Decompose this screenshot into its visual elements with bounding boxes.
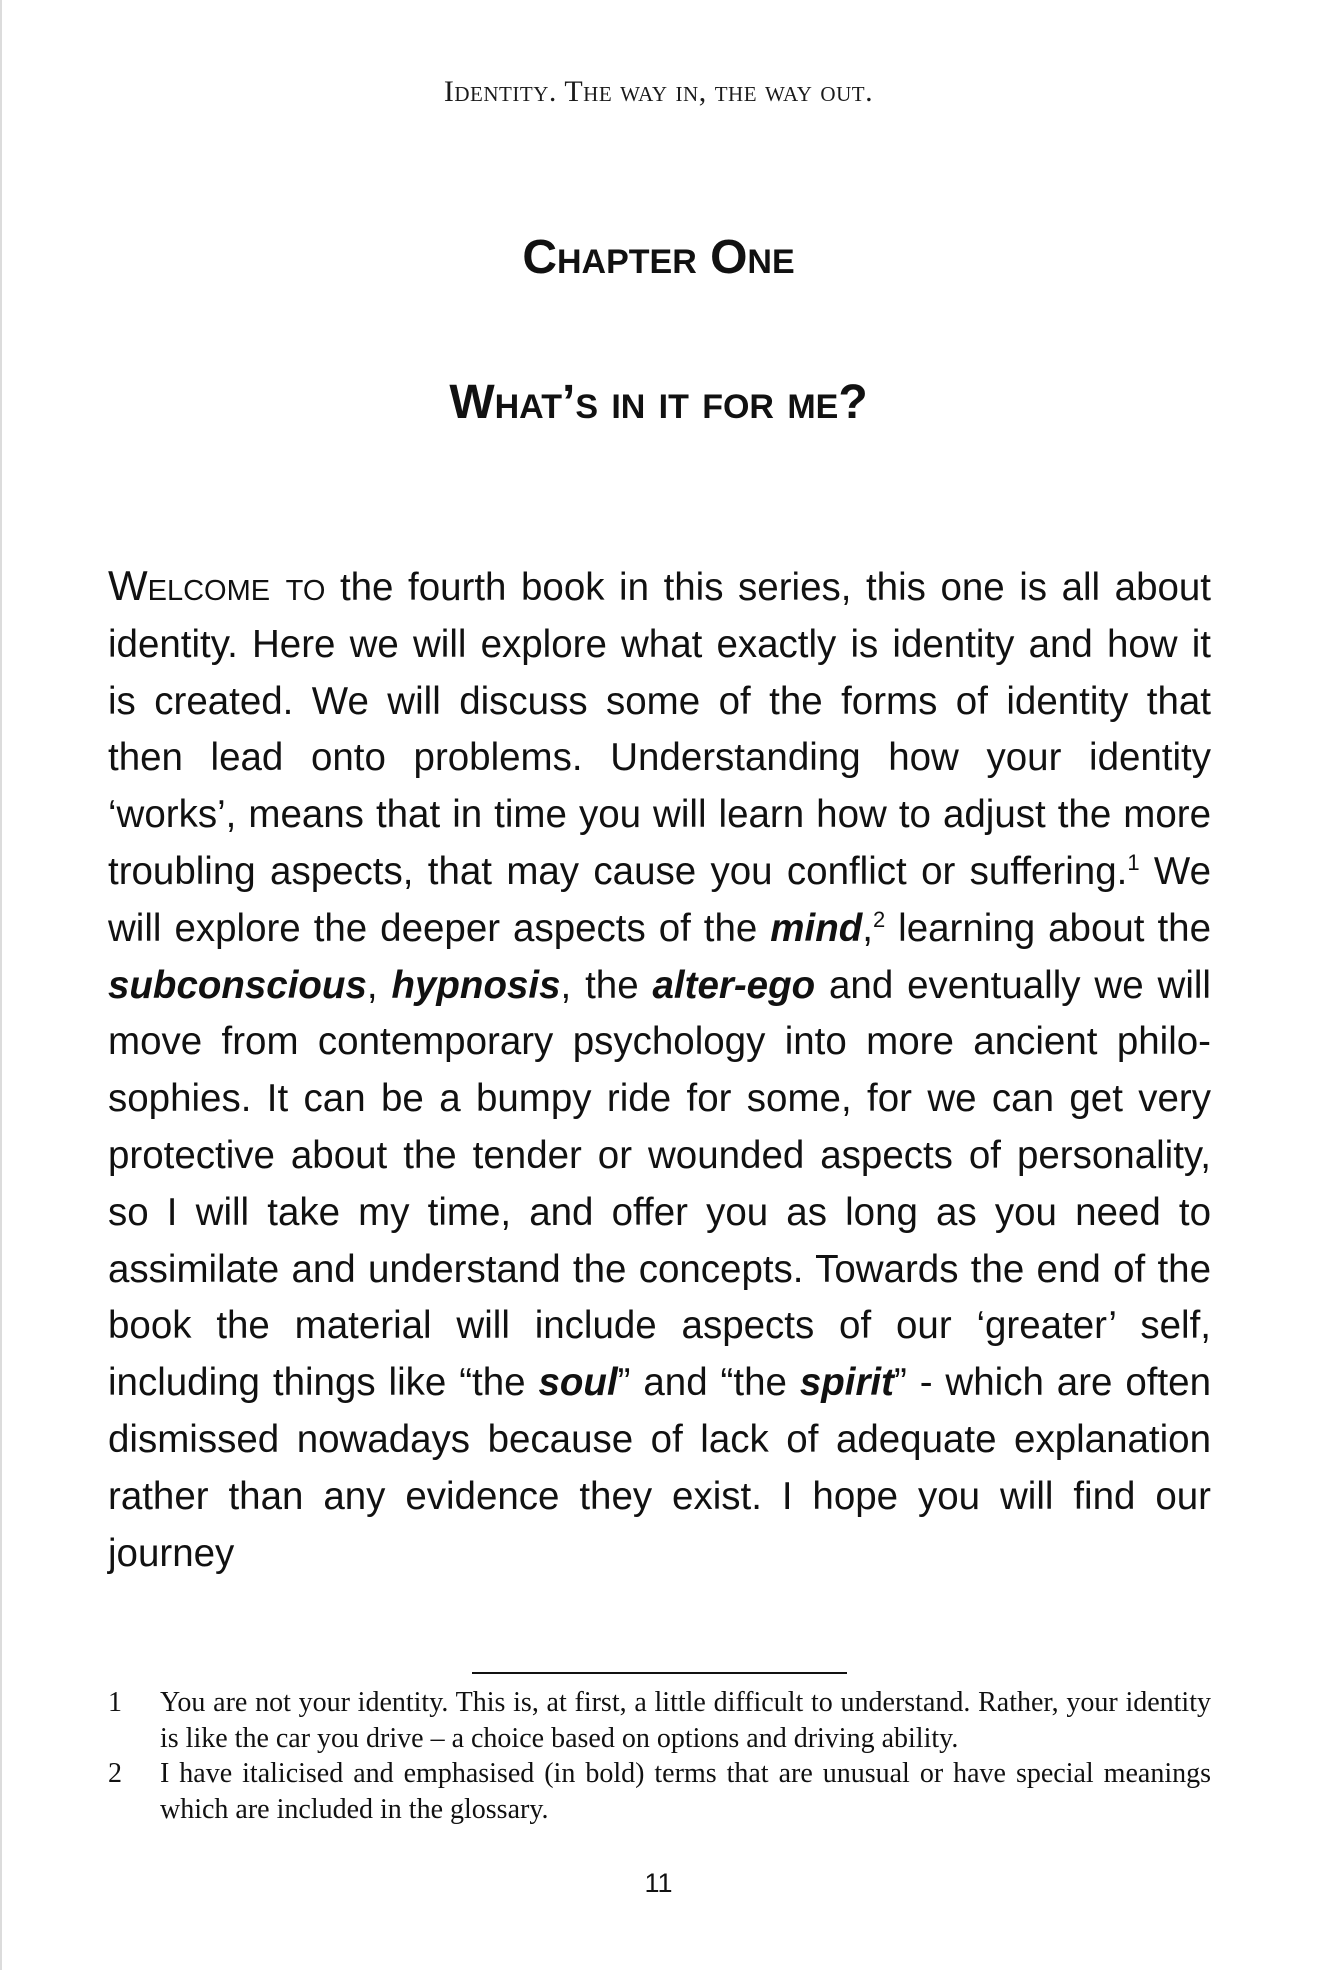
text-run: ” - which are often dismissed nowadays because of lack of adequate explanation rather than any evidence they exist. I hope you will find our journey (108, 1361, 1211, 1575)
page-number: 11 (644, 1868, 673, 1898)
text-run: , the (560, 963, 653, 1007)
lead-words: Welcome to (108, 562, 326, 609)
glossary-term-spirit: spirit (799, 1361, 894, 1405)
footnote-2 (108, 1756, 1211, 1827)
footnote-1 (108, 1685, 1211, 1756)
page-edge (0, 0, 2, 1970)
body-paragraph (108, 558, 1211, 1582)
footnotes (108, 1685, 1211, 1827)
footnote-text: I have italicised and emphasised (in bold) terms that are unusual or have special meanings which are included in the glossary. (160, 1758, 1211, 1825)
footnote-number: 1 (108, 1687, 122, 1718)
text-run: We will explore the deeper aspects of the (108, 849, 1211, 950)
footnote-ref-1[interactable]: 1 (1127, 850, 1140, 876)
text-run: , (862, 906, 873, 950)
footnote-divider (472, 1672, 847, 1674)
glossary-term-alter-ego: alter-ego (652, 963, 816, 1007)
chapter-title: Chapter One (522, 231, 795, 284)
glossary-term-soul: soul (538, 1361, 618, 1405)
chapter-subtitle: What’s in it for me? (449, 376, 868, 429)
footnote-text: You are not your identity. This is, at first, a little difficult to understand. Rather, your identity is like the car you drive – a choice based on options and driving ability. (160, 1687, 1211, 1754)
footnote-ref-2[interactable]: 2 (872, 906, 886, 932)
text-run: and eventually we will move from contemporary psychology into more ancient philosophies. It can be a bumpy ride for some, for we can get very protective about the tender or wounded aspects of personality, so I will take my time, and offer you as long as you need to assimilate and understand the concepts. Towards the end of the book the material will include aspects of our ‘greater’ self, including things like “the (108, 963, 1211, 1405)
text-run: , (366, 963, 392, 1007)
text-run: learning about the (885, 906, 1211, 950)
text-run: the fourth book in this series, this one is all about identity. Here we will explore what exactly is identity and how it is created. We will discuss some of the forms of identity that then lead onto problems. Understanding how your identity ‘works’, means that in time you will learn how to adjust the more troubling aspects, that may cause you conflict or suffering. (108, 566, 1212, 893)
text-run: ” and “the (617, 1361, 800, 1405)
glossary-term-mind: mind (770, 906, 863, 950)
running-head: Identity. The way in, the way out. (443, 75, 874, 108)
footnote-number: 2 (108, 1758, 122, 1789)
glossary-term-subconscious: subconscious (108, 963, 367, 1007)
glossary-term-hypnosis: hypnosis (391, 963, 561, 1007)
